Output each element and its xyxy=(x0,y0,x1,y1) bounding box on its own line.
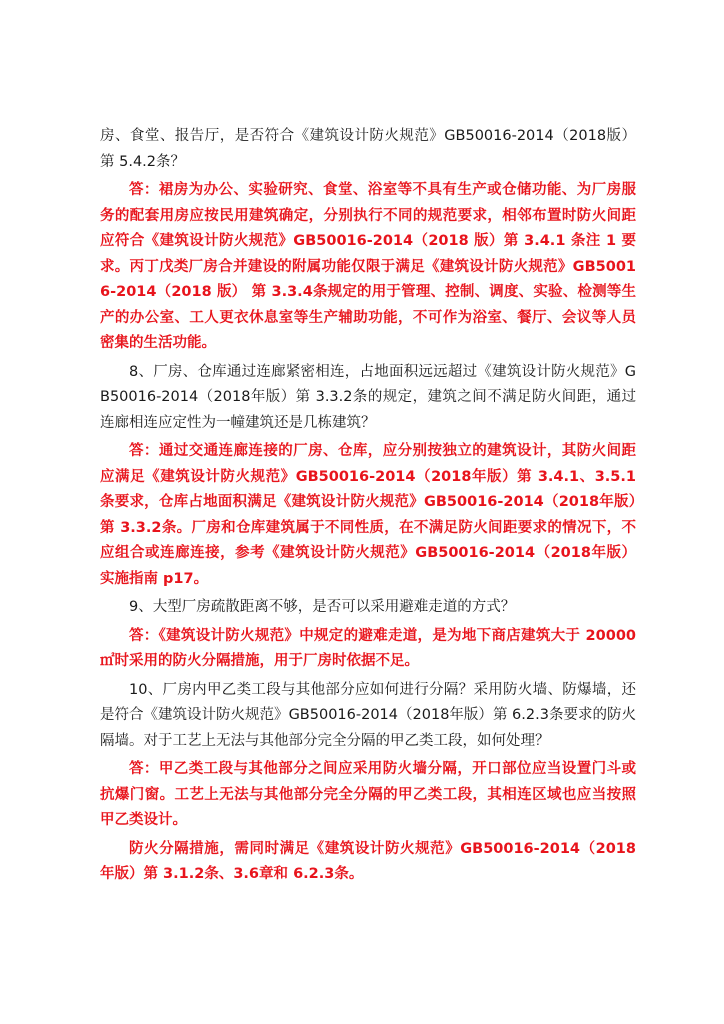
question-8: 8、厂房、仓库通过连廊紧密相连，占地面积远远超过《建筑设计防火规范》GB50016-2014（2018年版）第 3.3.2条的规定，建筑之间不满足防火间距，通过连廊相连应定性为一幢建筑还是几栋建筑？ xyxy=(100,363,636,431)
question-10: 10、厂房内甲乙类工段与其他部分应如何进行分隔？采用防火墙、防爆墙，还是符合《建筑设计防火规范》GB50016-2014（2018年版）第 6.2.3条要求的防火隔墙。对于工艺上无法与其他部分完全分隔的甲乙类工段，如何处理？ xyxy=(100,681,636,749)
answer-9: 答：《建筑设计防火规范》中规定的避难走道，是为地下商店建筑大于 20000㎡时采用的防火分隔措施，用于厂房时依据不足。 xyxy=(100,627,636,669)
answer-7: 答：裙房为办公、实验研究、食堂、浴室等不具有生产或仓储功能、为厂房服务的配套用房应按民用建筑确定，分别执行不同的规范要求，相邻布置时防火间距应符合《建筑设计防火规范》GB50016-2014（2018 版）第 3.4.1 条注 1 要求。丙丁戊类厂房合并建设的附属功能仅限于满足《建筑设计防火规范》GB50016-2014（2018 版） 第 3.3.4条规定的用于管理、控制、调度、实验、检测等生产的办公室、工人更衣休息室等生产辅助功能，不可作为浴室、餐厅、会议等人员密集的生活功能。 xyxy=(100,182,636,351)
answer-10: 答：甲乙类工段与其他部分之间应采用防火墙分隔，开口部位应当设置门斗或抗爆门窗。工艺上无法与其他部分完全分隔的甲乙类工段，其相连区域也应当按照甲乙类设计。 xyxy=(100,761,636,828)
question-7-continuation: 房、食堂、报告厅，是否符合《建筑设计防火规范》GB50016-2014（2018版）第 5.4.2条？ xyxy=(100,128,636,170)
answer-10-continuation: 防火分隔措施，需同时满足《建筑设计防火规范》GB50016-2014（2018年版）第 3.1.2条、3.6章和 6.2.3条。 xyxy=(100,840,636,882)
document-body xyxy=(100,124,636,891)
answer-8: 答：通过交通连廊连接的厂房、仓库，应分别按独立的建筑设计，其防火间距应满足《建筑设计防火规范》GB50016-2014（2018年版）第 3.4.1、3.5.1条要求，仓库占地面积满足《建筑设计防火规范》GB50016-2014（2018年版）第 3.3.2条。厂房和仓库建筑属于不同性质，在不满足防火间距要求的情况下，不应组合或连廊连接，参考《建筑设计防火规范》GB50016-2014（2018年版）实施指南 p17。 xyxy=(100,443,636,587)
question-9: 9、大型厂房疏散距离不够，是否可以采用避难走道的方式？ xyxy=(129,599,516,615)
